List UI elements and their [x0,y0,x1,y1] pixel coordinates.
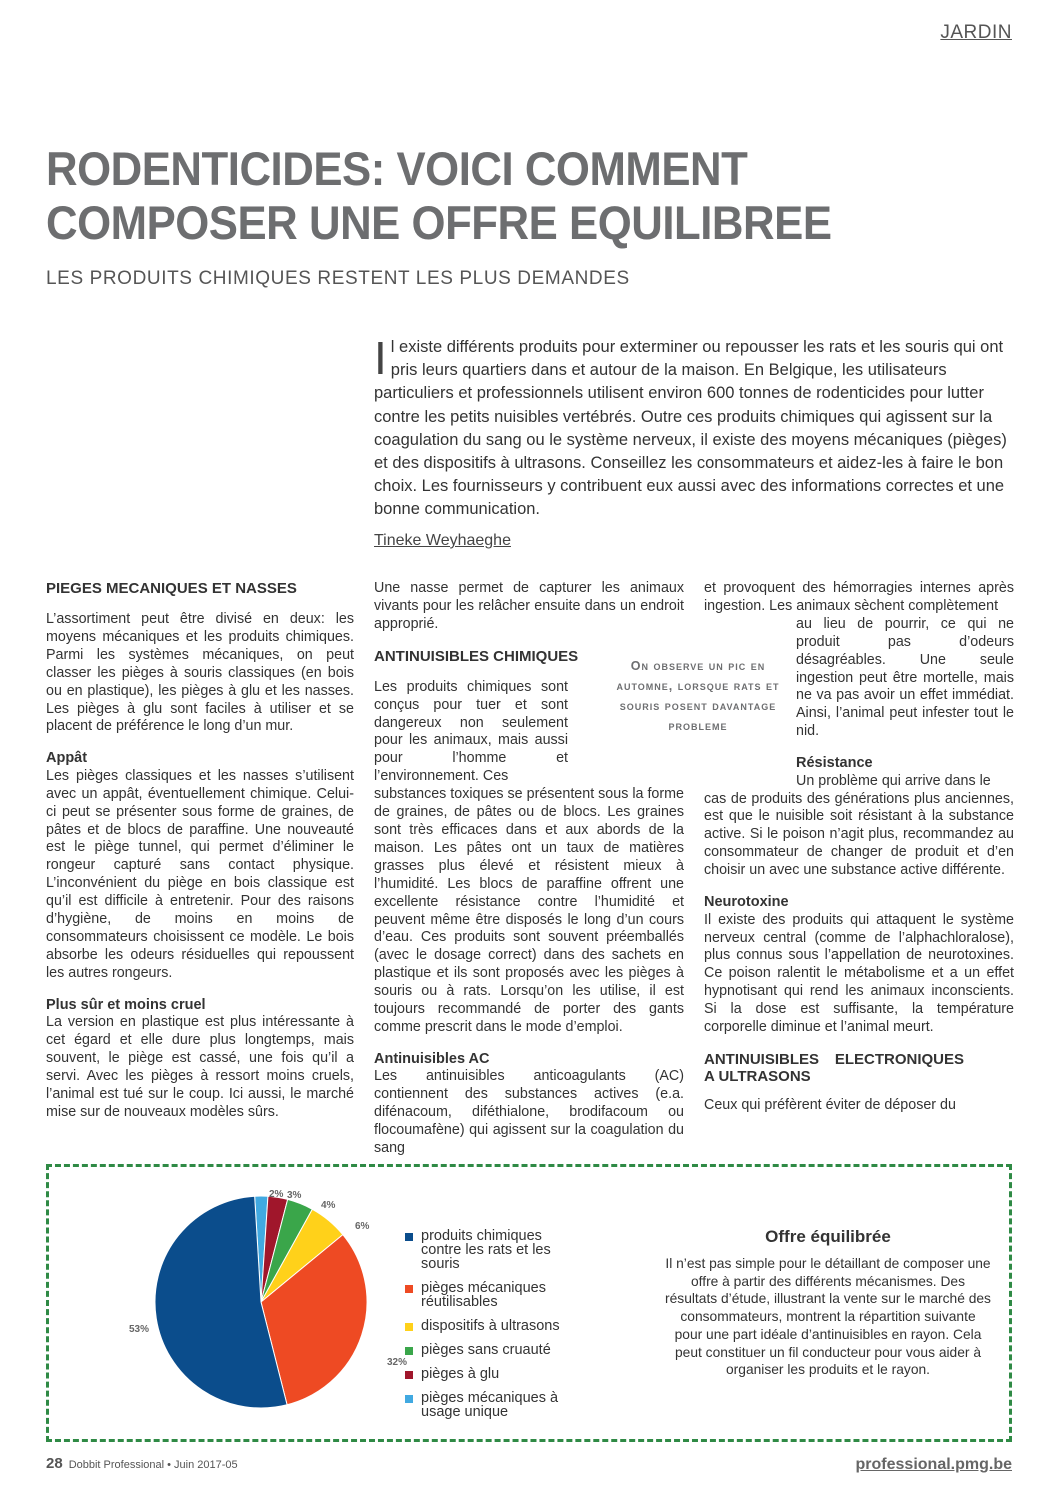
footer-url[interactable]: professional.pmg.be [855,1456,1012,1473]
paragraph: au lieu de pourrir, ce qui ne produit pas d’odeurs désagréables. Une seule ingestion peut être mortelle, mais ne va pas avoir un effet immédiat. Ainsi, l’animal peut infester tout le nid. [796,615,1014,740]
legend-label: pièges sans cruauté [421,1342,551,1358]
paragraph: L’assortiment peut être divisé en deux: les moyens mécaniques et les produits chimiques. Parmi les systèmes mécaniques, on peut classer les pièges à souris classiques (en bois ou en plastique), les pièges à glu et les nasses. Les pièges à glu sont faciles à utiliser et se placent de préférence le long d’un mur. [46,611,354,735]
legend-item [405,1229,575,1271]
intro-paragraph [374,332,1014,522]
legend-item [405,1391,575,1419]
legend-item [405,1319,575,1333]
pie-percent-label: 53% [129,1324,150,1335]
legend-label: produits chimiques contre les rats et les souris [421,1228,551,1272]
heading-plus-sur: Plus sûr et moins cruel [46,996,206,1013]
heading-resistance: Résistance [796,755,873,772]
legend-swatch [405,1285,413,1293]
legend-swatch [405,1371,413,1379]
legend-label: pièges mécaniques à usage unique [421,1390,559,1420]
paragraph: Un problème qui arrive dans le [796,772,991,789]
author-byline: Tineke Weyhaeghe [374,532,511,549]
paragraph: Une nasse permet de capturer les animaux vivants pour les relâcher ensuite dans un endroit approprié. [374,580,684,632]
chart-legend [405,1229,575,1429]
heading-chimiques: ANTINUISIBLES CHIMIQUES [374,647,579,665]
heading-appat: Appât [46,750,88,767]
legend-swatch [405,1233,413,1241]
heading-ultrasons: ANTINUISIBLES ELECTRONIQUES A ULTRASONS [704,1050,964,1085]
legend-item [405,1367,575,1381]
legend-label: pièges mécaniques réutilisables [421,1280,546,1310]
offre-text: Il n’est pas simple pour le détaillant de composer une offre à partir des différents mécanismes. Des résultats d’étude, illustrant la vente sur le marché des consommateurs, montrent la répartition suivante pour une part idéale d’antinuisibles en rayon. Cela peut constituer un fil conducteur pour vous aider à organiser les produits et le rayon. [665,1256,991,1378]
publication: Dobbit Professional • Juin 2017-05 [68,1459,238,1471]
paragraph: Il existe des produits qui attaquent le système nerveux central (comme de l’alphachloralose), plus connus sous l’appellation de neurotoxines. Ce poison ralentit le métabolisme et a un effet hypnotisant qui rend les animaux inconscients. Si la dose est suffisante, la température corporelle diminue et l’animal meurt. [704,911,1014,1036]
heading-neurotoxine: Neurotoxine [704,894,789,911]
pull-quote: On observe un pic en automne, lorsque rats et souris posent davantage probleme [606,656,790,736]
paragraph: Les antinuisibles anticoagulants (AC) contiennent des substances actives (e.a. difénacoum, diféthialone, brodifacoum ou flocoumafène) qui agissent sur la coagulation du sang [374,1068,684,1156]
pie-percent-label: 4% [321,1200,336,1211]
page-number: 28 [46,1455,63,1472]
pie-percent-label: 32% [387,1357,408,1368]
pie-chart [49,1167,449,1439]
dropcap: I [374,332,387,384]
offre-sidebar [665,1227,991,1379]
paragraph: Les produits chimiques sont conçus pour tuer et sont dangereux non seulement pour les animaux, mais aussi pour l’homme et l’environnement. Ces [374,678,568,785]
column-3 [704,580,1014,1129]
offre-title: Offre équilibrée [765,1227,891,1246]
chart-box [46,1164,1012,1442]
legend-swatch [405,1395,413,1403]
footer [46,1455,238,1472]
column-1 [46,580,354,1136]
paragraph: Les pièges classiques et les nasses s’utilisent avec un appât, éventuellement chimique. Celui-ci peut se présenter sous forme de graines, de pâtes et de blocs de paraffine. Une nouveauté est le piège tunnel, qui permet d’éliminer le rongeur capturé sans contact physique. L’inconvénient du piège en bois classique est qu’il est difficile à entretenir. Pour des raisons d’hygiène, de moins en moins de consommateurs choisissent ce modèle. Le bois absorbe les odeurs résiduelles qui repoussent les autres rongeurs. [46,767,354,981]
legend-swatch [405,1347,413,1355]
section-tag: JARDIN [940,22,1012,43]
article-subtitle: LES PRODUITS CHIMIQUES RESTENT LES PLUS DEMANDES [46,268,630,289]
intro-text: l existe différents produits pour exterminer ou repousser les rats et les souris qui ont pris leurs quartiers dans et autour de la maison. En Belgique, les utilisateurs particuliers et professionnels utilisent environ 600 tonnes de rodenticides pour lutter contre les petits nuisibles vertébrés. Outre ces produits chimiques qui agissent sur la coagulation du sang ou le système nerveux, il existe des moyens mécaniques (pièges) et des dispositifs à ultrasons. Conseillez les consommateurs et aidez-les à faire le bon choix. Les fournisseurs y contribuent eux aussi avec des informations correctes et une bonne communication. [374,338,1007,519]
legend-label: pièges à glu [421,1366,500,1382]
paragraph: Ceux qui préfèrent éviter de déposer du [704,1096,956,1113]
pie-percent-label: 6% [355,1221,370,1232]
heading-ac: Antinuisibles AC [374,1050,490,1067]
pie-percent-label: 2% [269,1189,284,1200]
legend-label: dispositifs à ultrasons [421,1318,560,1334]
paragraph: cas de produits des générations plus anciennes, est que le nuisible soit résistant à la substance active. Si le poison n’agit plus, recommandez au consommateur de changer de produit et d’en choisir un avec une substance active différente. [704,790,1014,879]
paragraph: substances toxiques se présentent sous la forme de graines, de pâtes ou de blocs. Les graines sont très efficaces dans et aux abords de la maison. Les pâtes ont un taux de matières grasses plus élevé et résistent mieux à l’humidité. Les blocs de paraffine offrent une excellente résistance contre l’humidité et peuvent même être disposés le long d’un cours d’eau. Ces produits sont souvent préemballés (avec le dosage correct) dans des sachets en plastique et ils sont proposés avec les pièges à souris ou à rats. Lorsqu’on les utilise, il est toujours recommandé de porter des gants comme prescrit dans le mode d’emploi. [374,786,684,1035]
legend-item [405,1281,575,1309]
heading-pieges: PIEGES MECANIQUES ET NASSES [46,580,297,597]
legend-swatch [405,1323,413,1331]
paragraph: et provoquent des hémorragies internes après ingestion. Les animaux sèchent complètement [704,580,1014,614]
paragraph: La version en plastique est plus intéressante à cet égard et elle dure plus longtemps, mais souvent, le piège est cassé, une fois qu’il a servi. Avec les pièges à ressort moins cruels, l’animal est tué sur le coup. Ici aussi, le marché mise sur de nouveaux modèles sûrs. [46,1014,354,1120]
legend-item [405,1343,575,1357]
article-title: RODENTICIDES: VOICI COMMENT COMPOSER UNE OFFRE EQUILIBREE [46,142,832,249]
pie-percent-label: 3% [287,1190,302,1201]
